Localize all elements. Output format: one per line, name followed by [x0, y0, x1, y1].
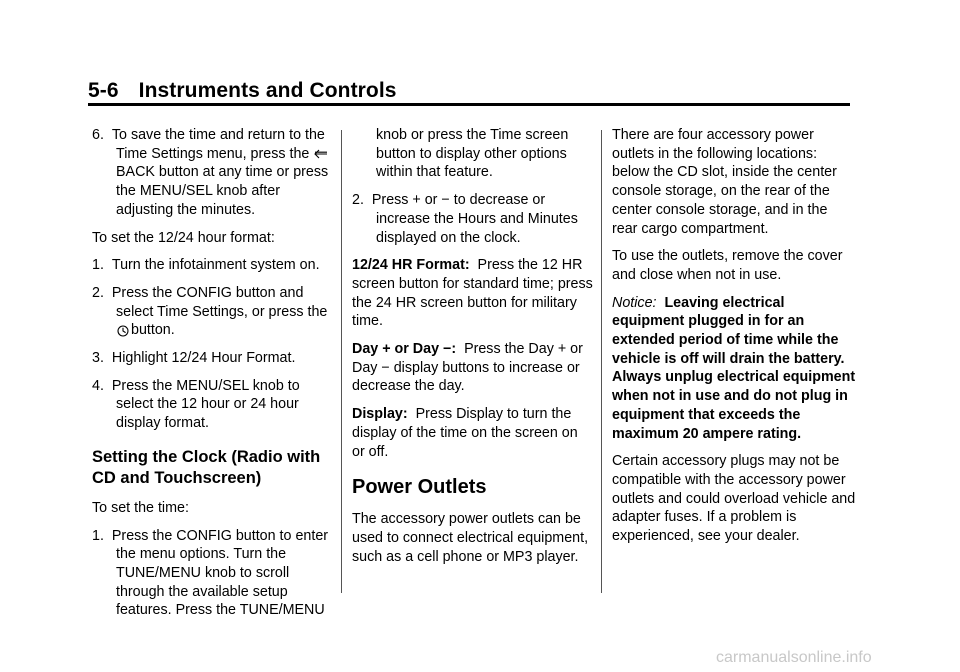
list-item: 2. Press + or − to decrease or increase the Hours and Minutes displayed on the clock.	[352, 192, 578, 246]
column-2	[352, 126, 594, 575]
column-1	[92, 126, 334, 629]
column-divider	[601, 130, 602, 593]
column-3	[612, 126, 856, 555]
watermark: carmanualsonline.info	[716, 649, 872, 666]
notice	[612, 294, 856, 444]
back-arrow-icon	[314, 149, 328, 159]
paragraph: Certain accessory plugs may not be compatible with the accessory power outlets and could overload vehicle and adapter fuses. If a problem is experienced, see your dealer.	[612, 453, 856, 545]
definition-12-24-hr: 12/24 HR Format: Press the 12 HR screen button for standard time; press the 24 HR screen button for military time.	[352, 257, 593, 330]
list-item: 2. Press the CONFIG button and select Time Settings, or press the button.	[92, 284, 328, 339]
paragraph: To set the time:	[92, 499, 189, 516]
clock-icon	[117, 325, 129, 337]
paragraph: To set the 12/24 hour format:	[92, 229, 275, 246]
list-item: 6. To save the time and return to the Time Settings menu, press the BACK button at any time or press the MENU/SEL knob after adjusting the minutes.	[92, 127, 329, 218]
list-item: 1. Turn the infotainment system on.	[92, 257, 320, 274]
list-item: 1. Press the CONFIG button to enter the menu options. Turn the TUNE/MENU knob to scroll through the available setup features. Press the TUNE/MENU	[92, 527, 329, 619]
paragraph: The accessory power outlets can be used to connect electrical equipment, such as a cell phone or MP3 player.	[352, 511, 589, 565]
section-title: Instruments and Controls	[138, 79, 397, 102]
subheading: Setting the Clock (Radio with CD and Touchscreen)	[92, 447, 321, 487]
notice-text: Leaving electrical equipment plugged in for an extended period of time while the vehicle is off will drain the battery. Always unplug electrical equipment when not in use and do not plug in equipment that exceeds the maximum 20 ampere rating.	[612, 294, 856, 442]
list-item: 4. Press the MENU/SEL knob to select the 12 hour or 24 hour display format.	[92, 377, 300, 432]
paragraph: There are four accessory power outlets in the following locations: below the CD slot, inside the center console storage, on the rear of the center console storage, and in the rear cargo compartment.	[612, 127, 837, 237]
list-item: 3. Highlight 12/24 Hour Format.	[92, 350, 296, 367]
definition-display: Display: Press Display to turn the display of the time on the screen on or off.	[352, 406, 578, 460]
notice-label: Notice:	[612, 294, 657, 311]
paragraph: To use the outlets, remove the cover and close when not in use.	[612, 248, 843, 283]
list-continuation: knob or press the Time screen button to display other options within that feature.	[376, 127, 569, 181]
definition-day: Day + or Day −: Press the Day + or Day − display buttons to increase or decrease the day.	[352, 341, 583, 395]
column-divider	[341, 130, 342, 593]
section-heading: Power Outlets	[352, 476, 487, 499]
section-number: 5-6	[88, 79, 119, 102]
page-header	[88, 79, 397, 103]
header-rule	[88, 103, 850, 106]
